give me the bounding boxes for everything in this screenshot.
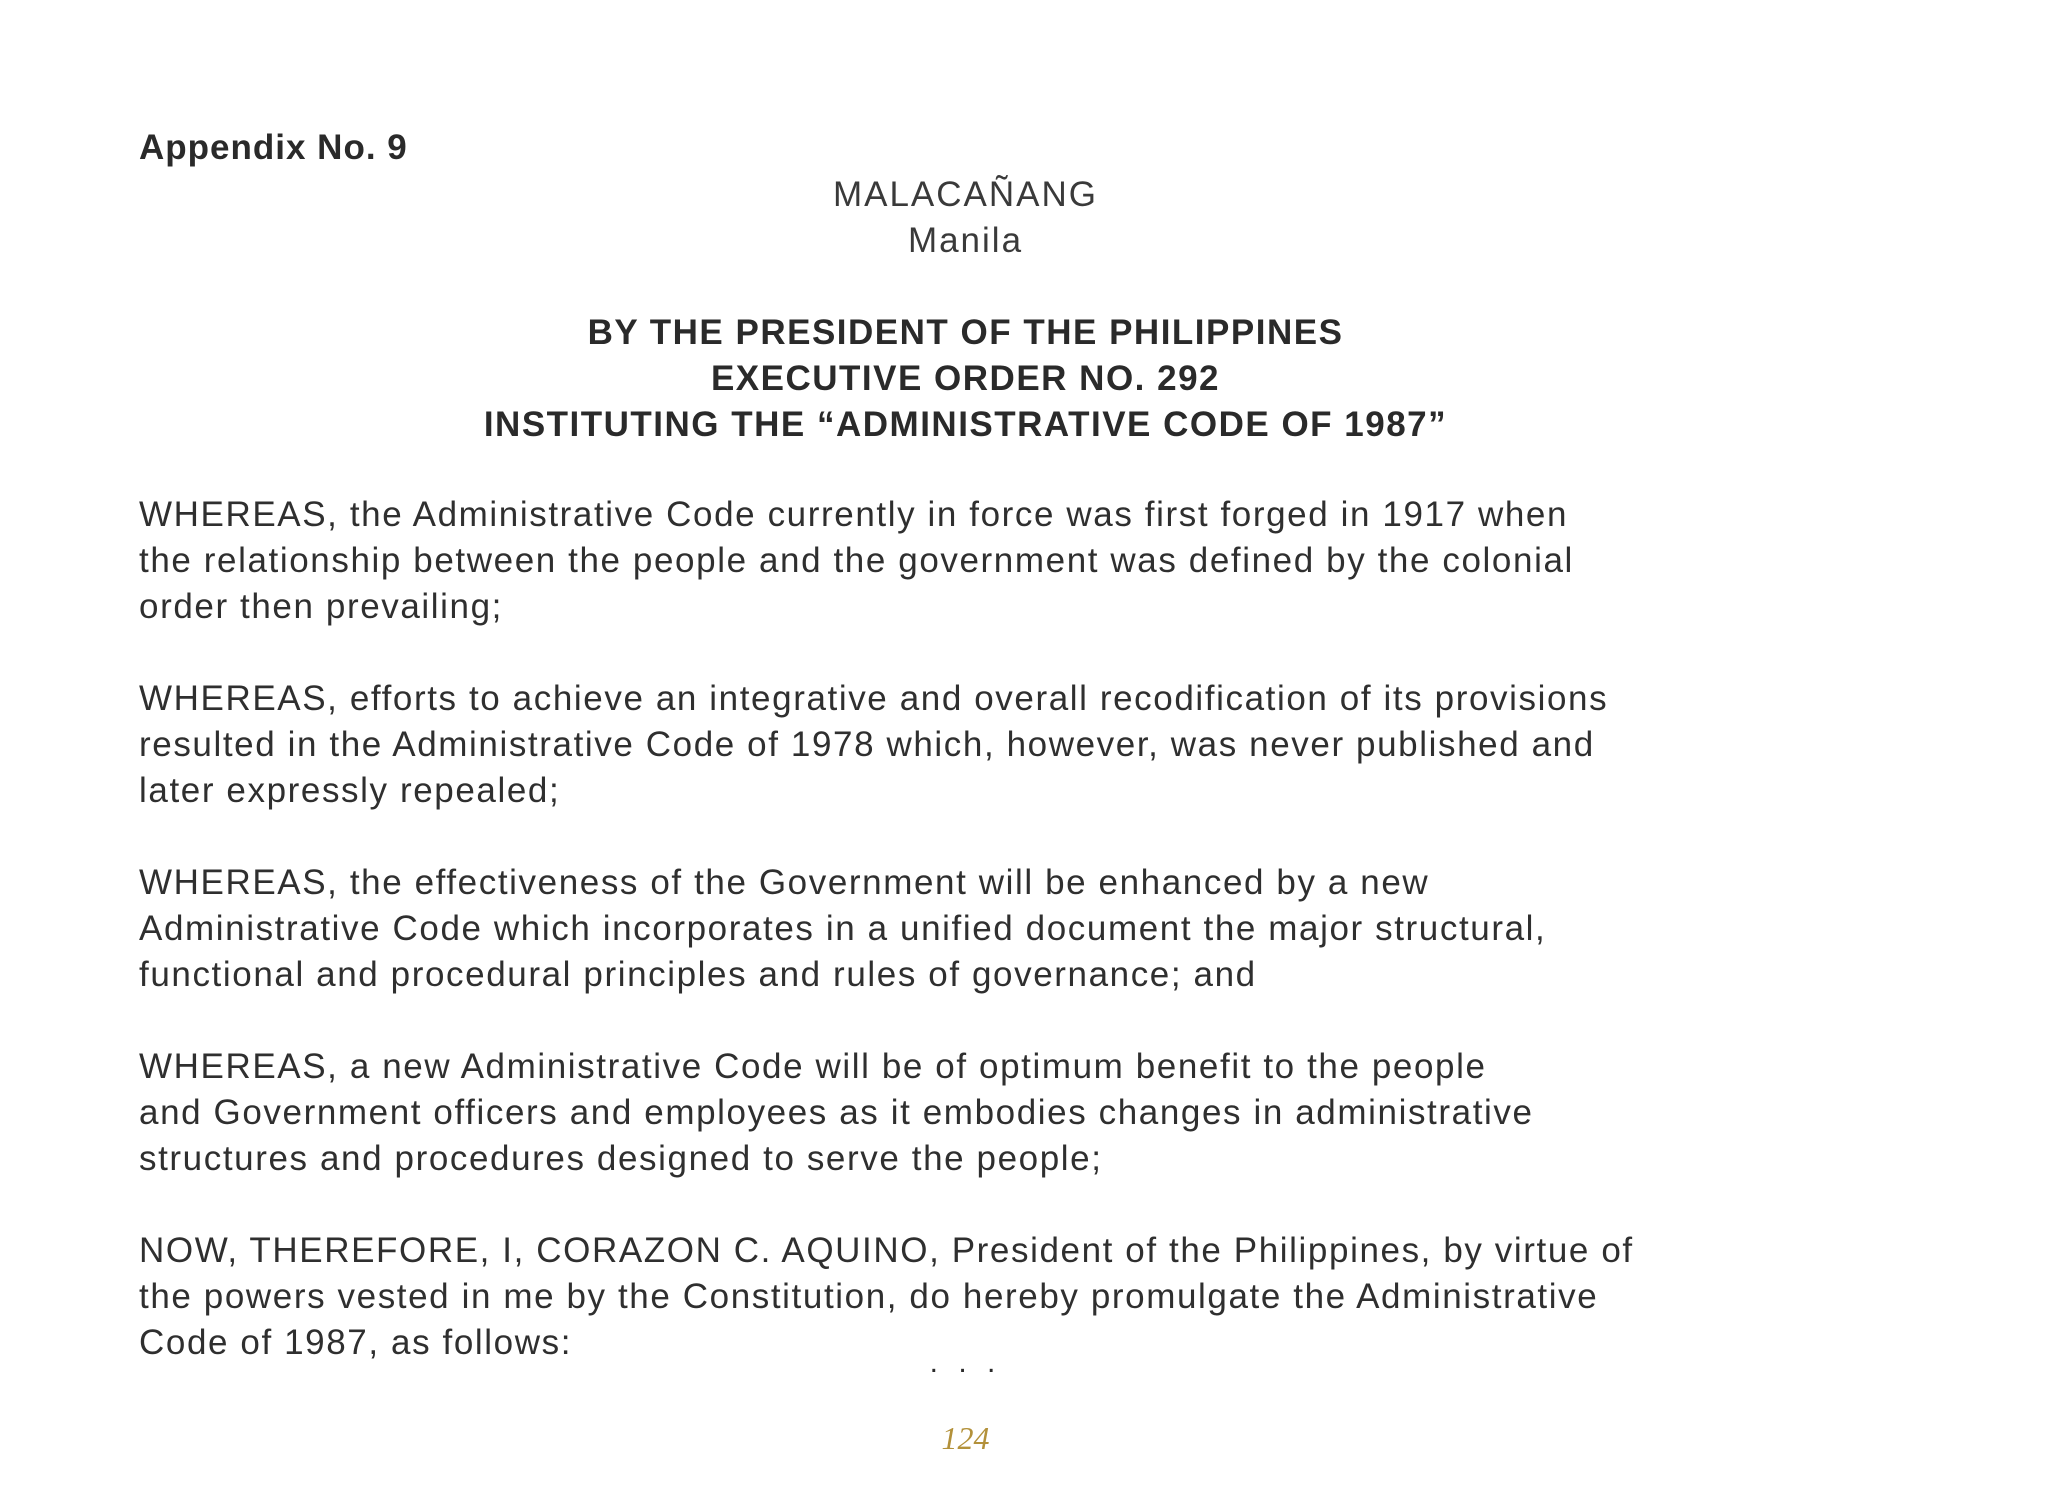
office-header (139, 172, 1792, 264)
paragraph-whereas-3 (139, 860, 1839, 998)
document-body (139, 492, 1839, 1412)
paragraph-line: resulted in the Administrative Code of 1978 which, however, was never published and (139, 725, 1595, 764)
paragraph-line: order then prevailing; (139, 587, 504, 626)
continuation-ellipsis: . . . (929, 1346, 1002, 1379)
paragraph-line: WHEREAS, efforts to achieve an integrative and overall recodification of its provisions (139, 679, 1609, 718)
paragraph-line: and Government officers and employees as it embodies changes in administrative (139, 1093, 1534, 1132)
office-city: Manila (907, 221, 1024, 260)
paragraph-line: NOW, THEREFORE, I, CORAZON C. AQUINO, President of the Philippines, by virtue of (139, 1231, 1634, 1270)
paragraph-line: Code of 1987, as follows: (139, 1323, 573, 1362)
paragraph-line: later expressly repealed; (139, 771, 561, 810)
office-name: MALACAÑANG (832, 175, 1099, 214)
paragraph-line: the relationship between the people and the government was defined by the colonial (139, 541, 1574, 580)
paragraph-line: WHEREAS, the effectiveness of the Government will be enhanced by a new (139, 863, 1430, 902)
paragraph-line: the powers vested in me by the Constitution, do hereby promulgate the Administrative (139, 1277, 1599, 1316)
paragraph-whereas-1 (139, 492, 1839, 630)
paragraph-whereas-2 (139, 676, 1839, 814)
paragraph-line: WHEREAS, the Administrative Code currently in force was first forged in 1917 when (139, 495, 1569, 534)
paragraph-line: WHEREAS, a new Administrative Code will be of optimum benefit to the people (139, 1047, 1487, 1086)
heading-title: INSTITUTING THE “ADMINISTRATIVE CODE OF 1987” (483, 405, 1448, 444)
heading-issuer: BY THE PRESIDENT OF THE PHILIPPINES (587, 313, 1344, 352)
page-number: 124 (941, 1420, 990, 1456)
paragraph-line: functional and procedural principles and rules of governance; and (139, 955, 1257, 994)
appendix-label: Appendix No. 9 (139, 128, 408, 167)
paragraph-line: structures and procedures designed to serve the people; (139, 1139, 1103, 1178)
paragraph-line: Administrative Code which incorporates in a unified document the major structural, (139, 909, 1547, 948)
document-headings (139, 310, 1792, 448)
heading-order-number: EXECUTIVE ORDER NO. 292 (710, 359, 1221, 398)
paragraph-whereas-4 (139, 1044, 1839, 1182)
